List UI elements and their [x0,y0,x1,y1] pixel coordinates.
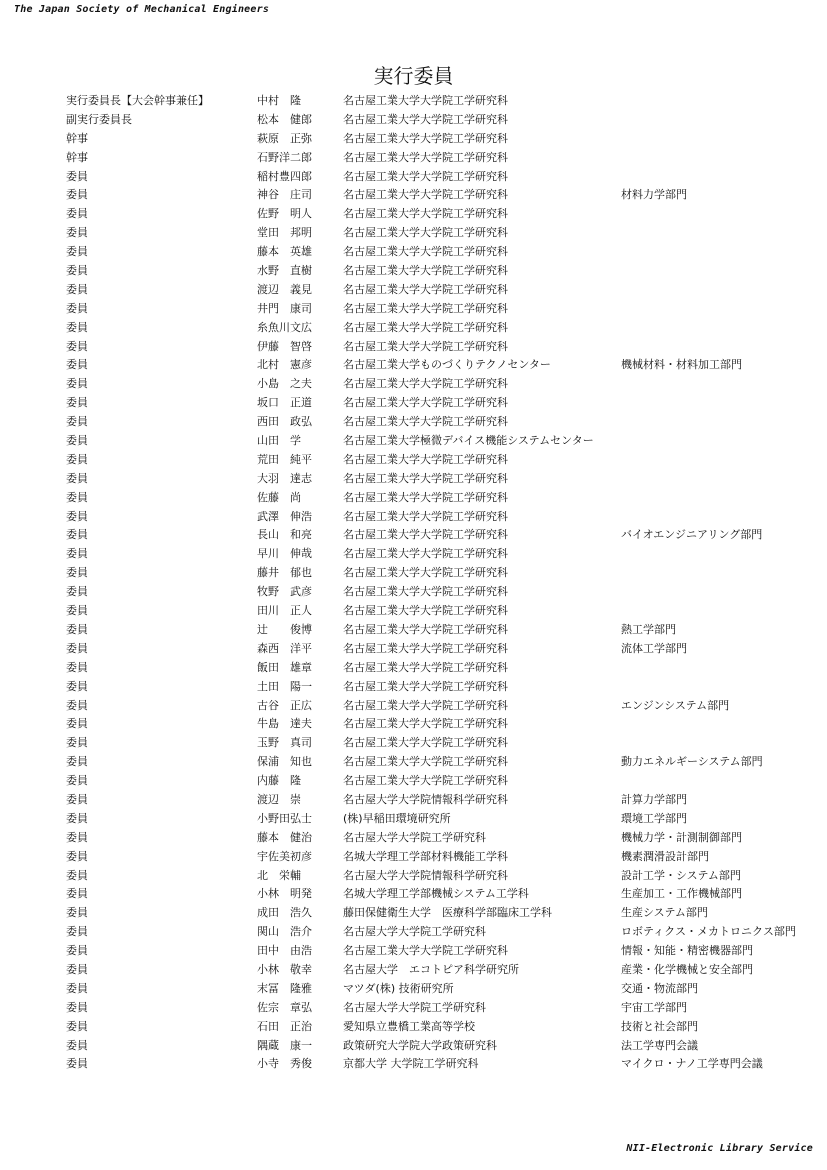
member-division: 流体工学部門 [621,641,687,655]
member-division: バイオエンジニアリング部門 [621,528,763,542]
member-role: 委員 [66,604,88,618]
member-row [0,545,827,564]
member-name: 水野 直樹 [257,264,312,278]
member-affiliation: 名古屋大学大学院情報科学研究科 [343,868,508,882]
member-row [0,1055,827,1074]
member-role: 委員 [66,925,88,939]
member-name: 早川 伸哉 [257,547,312,561]
member-name: 井門 康司 [257,301,312,315]
member-affiliation: 名古屋工業大学大学院工学研究科 [343,471,508,485]
member-role: 委員 [66,1038,88,1052]
member-division: 情報・知能・精密機器部門 [621,944,753,958]
member-row [0,470,827,489]
member-role: 委員 [66,339,88,353]
member-division: 生産システム部門 [621,906,708,920]
member-role: 委員 [66,1000,88,1014]
member-name: 佐藤 尚 [257,490,301,504]
member-name: 土田 陽一 [257,679,312,693]
member-role: 委員 [66,660,88,674]
member-role: 委員 [66,377,88,391]
member-row [0,715,827,734]
member-row [0,281,827,300]
member-role: 委員 [66,849,88,863]
member-row [0,526,827,545]
member-name: 中村 隆 [257,94,301,107]
member-row [0,659,827,678]
member-name: 隅蔵 康一 [257,1038,312,1052]
member-name: 玉野 真司 [257,736,312,750]
member-name: 小寺 秀俊 [257,1057,312,1071]
member-division: 技術と社会部門 [621,1019,698,1033]
member-role: 委員 [66,471,88,485]
member-name: 内藤 隆 [257,774,301,788]
member-role: 委員 [66,641,88,655]
member-name: 関山 浩介 [257,925,312,939]
member-row [0,1037,827,1056]
member-name: 武澤 伸浩 [257,509,312,523]
member-row [0,186,827,205]
member-row [0,243,827,262]
member-row [0,885,827,904]
member-name: 伊藤 智啓 [257,339,312,353]
member-division: 動力エネルギーシステム部門 [621,755,763,769]
member-roster [0,92,827,1074]
member-role: 委員 [66,981,88,995]
member-row [0,489,827,508]
member-affiliation: 名古屋工業大学大学院工学研究科 [343,150,508,164]
member-role: 委員 [66,188,88,202]
member-affiliation: 名古屋工業大学極微デバイス機能システムセンター [343,434,594,448]
member-role: 委員 [66,245,88,259]
member-row [0,980,827,999]
member-affiliation: 名古屋工業大学大学院工学研究科 [343,169,508,183]
member-row [0,734,827,753]
member-division: 機械材料・材料加工部門 [621,358,742,372]
member-name: 長山 和亮 [257,528,312,542]
member-role: 委員 [66,415,88,429]
member-role: 委員 [66,679,88,693]
member-affiliation: 名古屋工業大学大学院工学研究科 [343,755,508,769]
member-affiliation: 名古屋工業大学大学院工学研究科 [343,131,508,145]
member-role: 幹事 [66,150,88,164]
member-division: マイクロ・ナノ工学専門会議 [621,1057,763,1071]
member-row [0,508,827,527]
footer-library-service: NII-Electronic Library Service [626,1143,813,1154]
member-row [0,451,827,470]
member-affiliation: 名古屋工業大学大学院工学研究科 [343,944,508,958]
member-row [0,413,827,432]
member-affiliation: 名古屋工業大学大学院工学研究科 [343,112,508,126]
member-row [0,224,827,243]
member-row [0,602,827,621]
member-row [0,621,827,640]
member-role: 委員 [66,962,88,976]
member-name: 西田 政弘 [257,415,312,429]
member-row [0,375,827,394]
member-role: 委員 [66,736,88,750]
member-affiliation: 名古屋工業大学大学院工学研究科 [343,282,508,296]
member-division: 交通・物流部門 [621,981,698,995]
member-affiliation: (株)早稲田環境研究所 [343,811,451,825]
member-role: 委員 [66,792,88,806]
member-role: 委員 [66,301,88,315]
member-role: 委員 [66,622,88,636]
member-name: 藤本 英雄 [257,245,312,259]
member-affiliation: 名古屋工業大学大学院工学研究科 [343,622,508,636]
member-affiliation: 名古屋工業大学大学院工学研究科 [343,301,508,315]
member-name: 稲村豊四郎 [257,169,312,183]
member-name: 保浦 知也 [257,755,312,769]
member-role: 委員 [66,207,88,221]
member-affiliation: 名古屋工業大学大学院工学研究科 [343,547,508,561]
member-affiliation: 名古屋工業大学大学院工学研究科 [343,207,508,221]
member-name: 山田 学 [257,434,301,448]
member-name: 松本 健郎 [257,112,312,126]
member-name: 成田 浩久 [257,906,312,920]
member-role: 委員 [66,490,88,504]
member-name: 北 栄輔 [257,868,301,882]
member-affiliation: 名古屋工業大学大学院工学研究科 [343,604,508,618]
member-row [0,394,827,413]
member-name: 田中 由浩 [257,944,312,958]
member-role: 委員 [66,452,88,466]
header-society-name: The Japan Society of Mechanical Engineers [14,4,270,15]
member-name: 北村 憲彦 [257,358,312,372]
member-affiliation: 名古屋工業大学大学院工学研究科 [343,377,508,391]
member-role: 委員 [66,434,88,448]
member-affiliation: 名古屋工業大学大学院工学研究科 [343,94,508,107]
member-name: 渡辺 崇 [257,792,301,806]
member-affiliation: 名古屋工業大学大学院工学研究科 [343,339,508,353]
member-name: 堂田 邦明 [257,226,312,240]
member-row [0,262,827,281]
member-role: 委員 [66,944,88,958]
member-affiliation: 名古屋工業大学大学院工学研究科 [343,717,508,731]
member-name: 大羽 達志 [257,471,312,485]
member-affiliation: 名古屋工業大学大学院工学研究科 [343,490,508,504]
member-row [0,848,827,867]
member-name: 末冨 隆雅 [257,981,312,995]
member-name: 佐野 明人 [257,207,312,221]
member-affiliation: 名古屋工業大学大学院工学研究科 [343,585,508,599]
member-row [0,867,827,886]
member-name: 石野洋二郎 [257,150,312,164]
member-row [0,640,827,659]
member-division: ロボティクス・メカトロニクス部門 [621,925,796,939]
member-affiliation: 京都大学 大学院工学研究科 [343,1057,479,1071]
member-role: 実行委員長【大会幹事兼任】 [66,94,209,107]
member-role: 委員 [66,566,88,580]
member-affiliation: 名古屋大学大学院工学研究科 [343,925,486,939]
member-role: 委員 [66,282,88,296]
member-name: 田川 正人 [257,604,312,618]
member-affiliation: 名古屋工業大学大学院工学研究科 [343,641,508,655]
member-affiliation: 藤田保健衛生大学 医療科学部臨床工学科 [343,906,552,920]
member-name: 藤本 健治 [257,830,312,844]
member-row [0,111,827,130]
member-affiliation: マツダ(株) 技術研究所 [343,981,454,995]
member-row [0,356,827,375]
member-row [0,564,827,583]
member-name: 糸魚川文広 [257,320,312,334]
member-name: 古谷 正広 [257,698,312,712]
member-division: 産業・化学機械と安全部門 [621,962,753,976]
page-title: 実行委員 [373,64,454,88]
member-affiliation: 名古屋工業大学大学院工学研究科 [343,245,508,259]
member-role: 委員 [66,169,88,183]
member-row [0,92,827,111]
member-row [0,697,827,716]
member-name: 藤井 郁也 [257,566,312,580]
member-role: 委員 [66,887,88,901]
member-affiliation: 名古屋工業大学大学院工学研究科 [343,566,508,580]
member-role: 委員 [66,1019,88,1033]
member-role: 委員 [66,868,88,882]
member-role: 委員 [66,830,88,844]
member-role: 委員 [66,774,88,788]
member-division: 機素潤滑設計部門 [621,849,709,863]
member-affiliation: 名城大学理工学部材料機能工学科 [343,849,508,863]
member-role: 委員 [66,358,88,372]
member-name: 牧野 武彦 [257,585,312,599]
member-affiliation: 名古屋大学大学院情報科学研究科 [343,792,508,806]
member-name: 渡辺 義見 [257,282,312,296]
member-role: 委員 [66,906,88,920]
member-name: 辻 俊博 [257,622,312,636]
member-division: 宇宙工学部門 [621,1000,687,1014]
member-role: 委員 [66,585,88,599]
member-name: 石田 正治 [257,1019,312,1033]
member-row [0,791,827,810]
member-division: 設計工学・システム部門 [621,868,741,882]
member-affiliation: 名古屋工業大学大学院工学研究科 [343,509,508,523]
member-division: 生産加工・工作機械部門 [621,887,742,901]
member-role: 委員 [66,698,88,712]
member-affiliation: 愛知県立豊橋工業高等学校 [343,1019,475,1033]
member-affiliation: 名古屋工業大学大学院工学研究科 [343,396,508,410]
member-row [0,1018,827,1037]
member-affiliation: 名古屋工業大学大学院工学研究科 [343,188,508,202]
member-role: 委員 [66,755,88,769]
member-name: 神谷 庄司 [257,188,312,202]
member-affiliation: 名古屋工業大学大学院工学研究科 [343,679,508,693]
member-role: 幹事 [66,131,88,145]
member-role: 委員 [66,264,88,278]
member-affiliation: 名古屋工業大学大学院工学研究科 [343,320,508,334]
member-row [0,829,827,848]
member-name: 小林 敬幸 [257,962,312,976]
member-affiliation: 名古屋工業大学大学院工学研究科 [343,736,508,750]
member-affiliation: 名古屋工業大学大学院工学研究科 [343,264,508,278]
member-division: 環境工学部門 [621,811,687,825]
member-name: 牛島 達夫 [257,717,312,731]
member-role: 委員 [66,509,88,523]
member-affiliation: 名古屋大学 エコトピア科学研究所 [343,962,519,976]
member-affiliation: 名古屋工業大学大学院工学研究科 [343,415,508,429]
member-name: 飯田 雄章 [257,660,312,674]
member-affiliation: 名古屋工業大学ものづくりテクノセンター [343,358,551,372]
member-row [0,772,827,791]
member-row [0,432,827,451]
member-role: 委員 [66,717,88,731]
member-name: 森西 洋平 [257,641,312,655]
member-role: 委員 [66,396,88,410]
member-name: 坂口 正道 [257,396,312,410]
member-role: 委員 [66,226,88,240]
member-affiliation: 名古屋工業大学大学院工学研究科 [343,774,508,788]
member-affiliation: 名古屋工業大学大学院工学研究科 [343,698,508,712]
member-name: 荒田 純平 [257,452,312,466]
member-row [0,678,827,697]
member-role: 副実行委員長 [66,112,132,126]
member-division: 計算力学部門 [621,792,687,806]
member-role: 委員 [66,811,88,825]
member-role: 委員 [66,547,88,561]
member-division: 材料力学部門 [621,188,687,202]
member-row [0,961,827,980]
member-name: 小林 明発 [257,887,312,901]
member-row [0,168,827,187]
member-name: 佐宗 章弘 [257,1000,312,1014]
member-row [0,338,827,357]
member-division: 法工学専門会議 [621,1038,698,1052]
member-row [0,999,827,1018]
member-row [0,923,827,942]
member-row [0,810,827,829]
member-affiliation: 名古屋工業大学大学院工学研究科 [343,226,508,240]
member-affiliation: 名古屋工業大学大学院工学研究科 [343,528,508,542]
member-row [0,130,827,149]
member-role: 委員 [66,1057,88,1071]
member-name: 小野田弘士 [257,811,312,825]
member-name: 宇佐美初彦 [257,849,312,863]
member-division: 機械力学・計測制御部門 [621,830,742,844]
member-affiliation: 政策研究大学院大学政策研究科 [343,1038,497,1052]
member-affiliation: 名古屋工業大学大学院工学研究科 [343,452,508,466]
member-division: 熱工学部門 [621,622,676,636]
member-role: 委員 [66,320,88,334]
member-division: エンジンシステム部門 [621,698,730,712]
member-name: 小島 之夫 [257,377,312,391]
member-row [0,149,827,168]
member-name: 萩原 正弥 [257,131,312,145]
member-row [0,583,827,602]
member-row [0,942,827,961]
member-row [0,904,827,923]
member-affiliation: 名古屋大学大学院工学研究科 [343,1000,486,1014]
member-row [0,205,827,224]
member-affiliation: 名城大学理工学部機械システム工学科 [343,887,529,901]
member-affiliation: 名古屋工業大学大学院工学研究科 [343,660,508,674]
member-row [0,300,827,319]
member-role: 委員 [66,528,88,542]
member-row [0,753,827,772]
member-row [0,319,827,338]
member-affiliation: 名古屋大学大学院工学研究科 [343,830,486,844]
